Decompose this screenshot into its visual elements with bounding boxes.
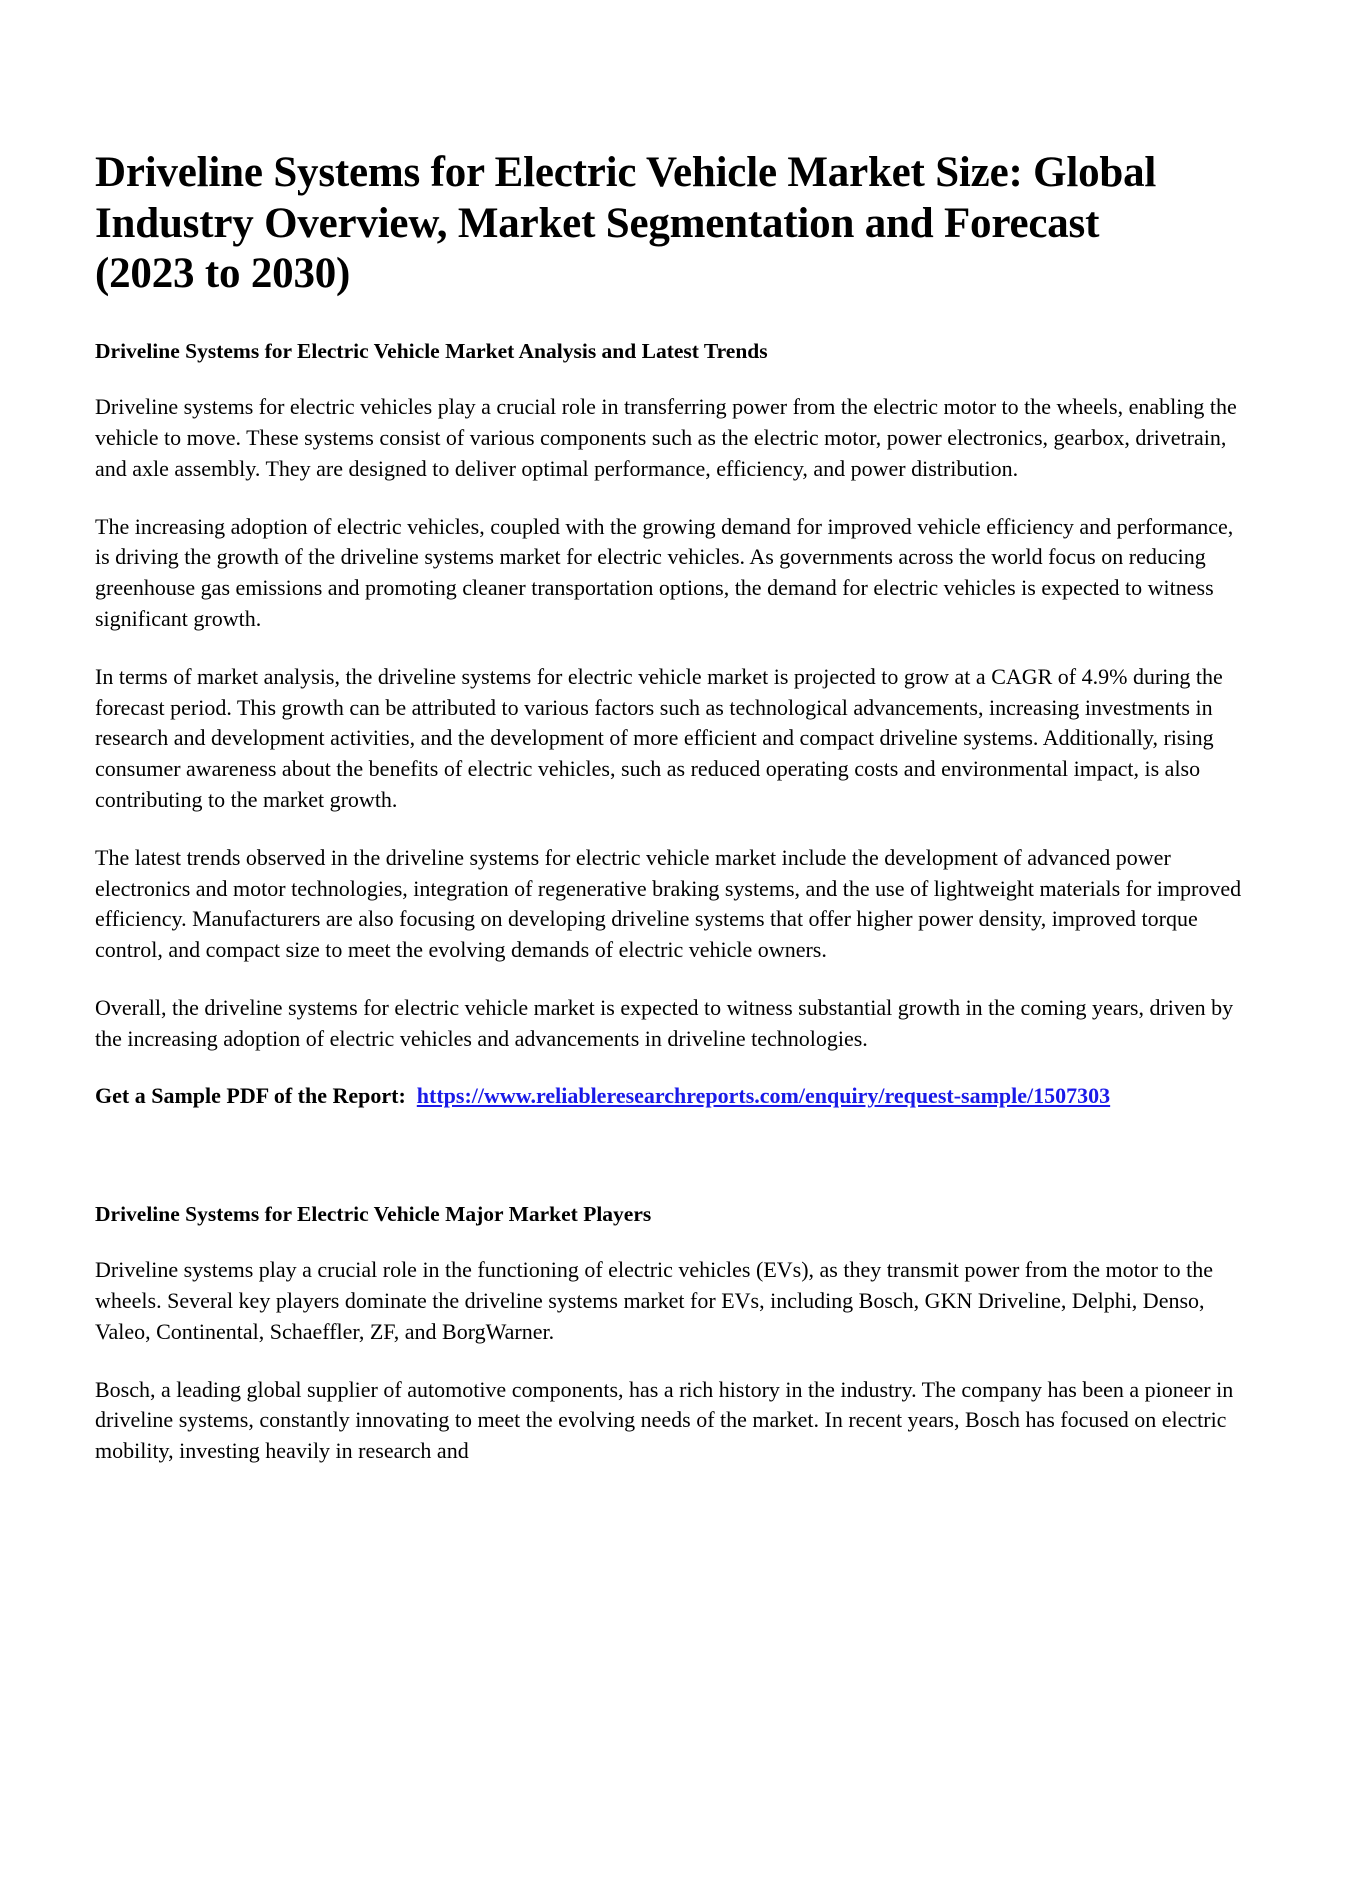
paragraph-market-cagr: In terms of market analysis, the driveline systems for electric vehicle market is projected to grow at a CAGR of 4.9% during the forecast period. This growth can be attributed to various factors such as technological advancements, increasing investments in research and development activities, and the development of more efficient and compact driveline systems. Additionally, rising consumer awareness about the benefits of electric vehicles, such as reduced operating costs and environmental impact, is also contributing to the market growth. <box>95 663 1223 812</box>
sample-pdf-label: Get a Sample PDF of the Report: <box>95 1083 406 1109</box>
page-title: Driveline Systems for Electric Vehicle Market Size: Global Industry Overview, Market Segmentation and Forecast (2023 to 2030) <box>95 149 1157 298</box>
paragraph-latest-trends: The latest trends observed in the driveline systems for electric vehicle market include the development of advanced power electronics and motor technologies, integration of regenerative braking systems, and the use of lightweight materials for improved efficiency. Manufacturers are also focusing on developing driveline systems that offer higher power density, improved torque control, and compact size to meet the evolving demands of electric vehicle owners. <box>95 844 1242 963</box>
sample-pdf-link[interactable]: https://www.reliableresearchreports.com/enquiry/request-sample/1507303 <box>416 1083 1111 1109</box>
paragraph-key-players: Driveline systems play a crucial role in the functioning of electric vehicles (EVs), as they transmit power from the motor to the wheels. Several key players dominate the driveline systems market for EVs, including Bosch, GKN Driveline, Delphi, Denso, Valeo, Continental, Schaeffler, ZF, and BorgWarner. <box>95 1257 1213 1344</box>
paragraph-adoption-growth: The increasing adoption of electric vehicles, coupled with the growing demand for improved vehicle efficiency and performance, is driving the growth of the driveline systems market for electric vehicles. As governments across the world focus on reducing greenhouse gas emissions and promoting cleaner transportation options, the demand for electric vehicles is expected to witness significant growth. <box>95 513 1234 631</box>
section-spacer <box>95 1139 1250 1201</box>
sample-pdf-cta <box>95 1081 1250 1112</box>
section-heading-major-players: Driveline Systems for Electric Vehicle Major Market Players <box>95 1202 652 1227</box>
paragraph-overall-outlook: Overall, the driveline systems for electric vehicle market is expected to witness substantial growth in the coming years, driven by the increasing adoption of electric vehicles and advancements in driveline technologies. <box>95 994 1234 1051</box>
paragraph-driveline-overview: Driveline systems for electric vehicles play a crucial role in transferring power from the electric motor to the wheels, enabling the vehicle to move. These systems consist of various components such as the electric motor, power electronics, gearbox, drivetrain, and axle assembly. They are designed to deliver optimal performance, efficiency, and power distribution. <box>95 394 1237 481</box>
paragraph-bosch-profile: Bosch, a leading global supplier of automotive components, has a rich history in the industry. The company has been a pioneer in driveline systems, constantly innovating to meet the evolving needs of the market. In recent years, Bosch has focused on electric mobility, investing heavily in research and <box>95 1376 1234 1464</box>
section-heading-market-analysis: Driveline Systems for Electric Vehicle Market Analysis and Latest Trends <box>95 339 768 364</box>
